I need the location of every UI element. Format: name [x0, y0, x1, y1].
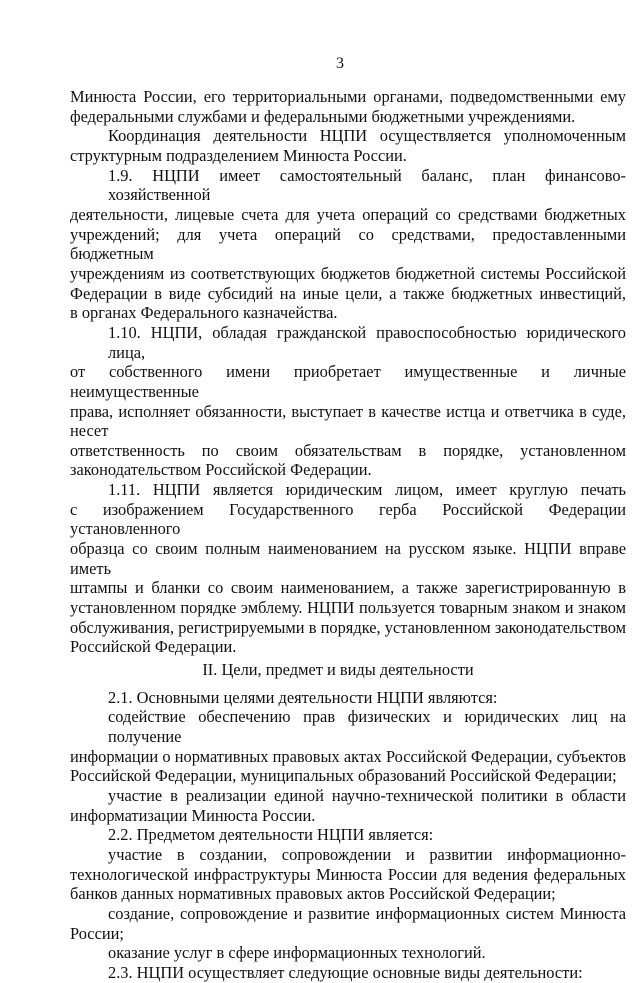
text-line: участие в реализации единой научно-технической политики в области: [108, 785, 626, 805]
text-line: законодательством Российской Федерации.: [70, 460, 372, 480]
text-line: учреждениям из соответствующих бюджетов бюджетной системы Российской: [70, 263, 626, 283]
text-line: создание, сопровождение и развитие информационных систем Минюста: [108, 903, 626, 923]
text-line: с изображением Государственного герба Российской Федерации установленного: [70, 499, 626, 539]
paragraph: [70, 480, 626, 657]
text-line: структурным подразделением Минюста России.: [70, 145, 407, 165]
text-line: информации о нормативных правовых актах Российской Федерации, субъектов: [70, 746, 626, 766]
paragraph: [70, 87, 626, 126]
text-line: установленном порядке эмблему. НЦПИ пользуется товарным знаком и знаком: [70, 598, 626, 618]
text-line: России;: [70, 923, 124, 943]
paragraph: [70, 126, 626, 165]
text-line: ответственность по своим обязательствам в порядке, установленном: [70, 440, 626, 460]
text-line: банков данных нормативных правовых актов Российской Федерации;: [70, 884, 556, 904]
paragraph: [70, 786, 626, 825]
text-line: 2.3. НЦПИ осуществляет следующие основные виды деятельности:: [108, 962, 583, 982]
text-line: 1.9. НЦПИ имеет самостоятельный баланс, план финансово-хозяйственной: [108, 165, 626, 205]
text-line: Российской Федерации.: [70, 637, 237, 657]
paragraph: [70, 904, 626, 943]
page-number: 3: [336, 55, 344, 72]
text-line: от собственного имени приобретает имущественные и личные неимущественные: [70, 362, 626, 401]
text-line: 1.10. НЦПИ, обладая гражданской правоспособностью юридического лица,: [108, 322, 626, 362]
paragraph: [70, 845, 626, 904]
paragraph: [70, 166, 626, 323]
paragraph: [70, 963, 626, 983]
text-line: содействие обеспечению прав физических и юридических лиц на получение: [108, 707, 626, 746]
text-line: 2.1. Основными целями деятельности НЦПИ являются:: [108, 687, 498, 707]
text-line: Координация деятельности НЦПИ осуществляется уполномоченным: [108, 126, 626, 146]
text-line: Федерации в виде субсидий на иные цели, а также бюджетных инвестиций,: [70, 283, 626, 303]
text-line: штампы и бланки со своим наименованием, а также зарегистрированную в: [70, 578, 626, 598]
text-line: деятельности, лицевые счета для учета операций со средствами бюджетных: [70, 204, 626, 224]
text-line: федеральными службами и федеральными бюджетными учреждениями.: [70, 106, 576, 126]
text-line: в органах Федерального казначейства.: [70, 303, 338, 323]
text-line: образца со своим полным наименованием на русском языке. НЦПИ вправе иметь: [70, 539, 626, 578]
document-body: [70, 87, 626, 983]
paragraph: [70, 943, 626, 963]
text-line: технологической инфраструктуры Минюста России для ведения федеральных: [70, 864, 626, 884]
text-line: Российской Федерации, муниципальных образований Российской Федерации;: [70, 766, 617, 786]
text-line: учреждений; для учета операций со средствами, предоставленными бюджетным: [70, 224, 626, 264]
text-line: Минюста России, его территориальными органами, подведомственными ему: [70, 87, 626, 106]
paragraph: [70, 688, 626, 708]
paragraph: [70, 825, 626, 845]
text-line: 2.2. Предметом деятельности НЦПИ является:: [108, 825, 434, 845]
text-line: информатизации Минюста России.: [70, 805, 316, 825]
text-line: права, исполняет обязанности, выступает в качестве истца и ответчика в суде, несет: [70, 401, 626, 441]
text-line: участие в создании, сопровождении и развитии информационно-: [108, 844, 626, 864]
text-line: 1.11. НЦПИ является юридическим лицом, имеет круглую печать: [108, 480, 626, 500]
paragraph: [70, 323, 626, 480]
text-line: обслуживания, регистрируемыми в порядке, установленном законодательством: [70, 617, 626, 637]
paragraph: [70, 707, 626, 786]
section-heading: [50, 660, 626, 680]
text-line: оказание услуг в сфере информационных технологий.: [108, 943, 486, 963]
text-line: II. Цели, предмет и виды деятельности: [202, 660, 474, 680]
